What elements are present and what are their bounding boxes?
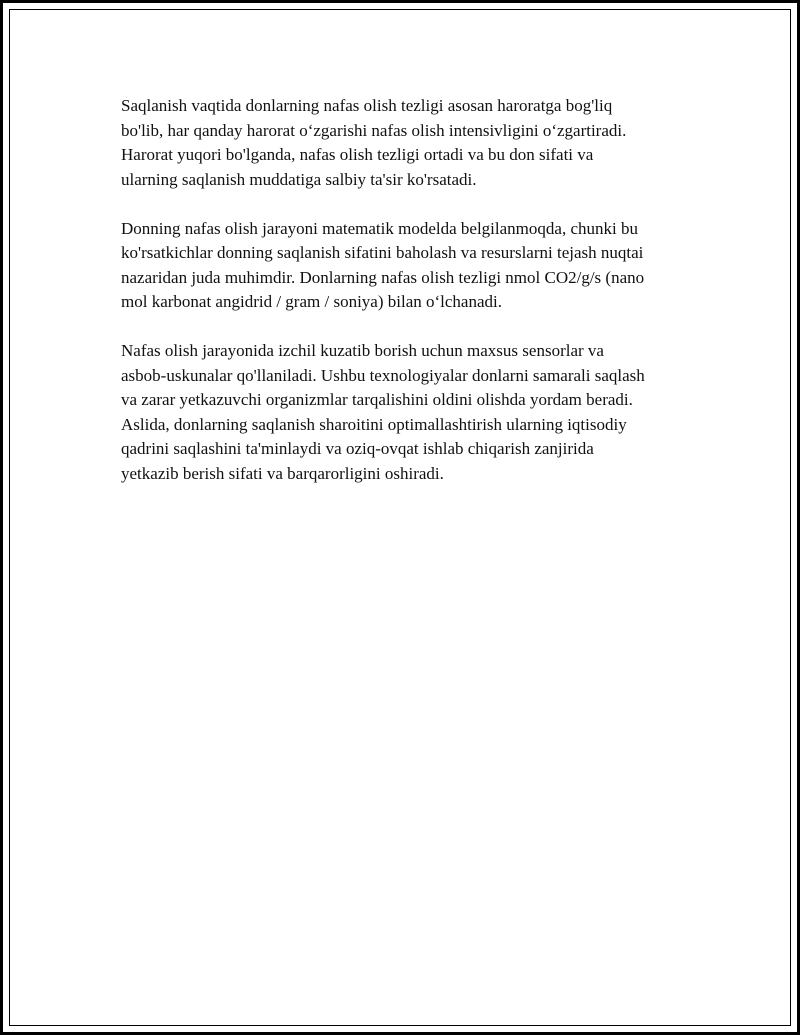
text-line: ularning saqlanish muddatiga salbiy ta'sir ko'rsatadi. — [121, 169, 477, 189]
paragraph-3 — [121, 339, 696, 486]
text-line: mol karbonat angidrid / gram / soniya) bilan o‘lchanadi. — [121, 292, 502, 311]
text-line: Aslida, donlarning saqlanish sharoitini optimallashtirish ularning iqtisodiy — [121, 414, 627, 434]
text-line: asbob-uskunalar qo'llaniladi. Ushbu texnologiyalar donlarni samarali saqlash — [121, 365, 645, 385]
text-line: nazaridan juda muhimdir. Donlarning nafas olish tezligi nmol CO2/g/s (nano — [121, 267, 645, 287]
paragraph-1 — [121, 94, 696, 192]
text-line: qadrini saqlashini ta'minlaydi va oziq-ovqat ishlab chiqarish zanjirida — [121, 439, 594, 458]
text-line: bo'lib, har qanday harorat o‘zgarishi nafas olish intensivligini o‘zgartiradi. — [121, 120, 627, 140]
document-body — [121, 94, 696, 511]
text-line: Saqlanish vaqtida donlarning nafas olish tezligi asosan haroratga bog'liq — [121, 96, 613, 115]
text-line: yetkazib berish sifati va barqarorligini oshiradi. — [121, 463, 444, 483]
text-line: Nafas olish jarayonida izchil kuzatib borish uchun maxsus sensorlar va — [121, 341, 604, 360]
text-line: ko'rsatkichlar donning saqlanish sifatini baholash va resurslarni tejash nuqtai — [121, 243, 644, 262]
text-line: va zarar yetkazuvchi organizmlar tarqalishini oldini olishda yordam beradi. — [121, 390, 633, 409]
paragraph-2 — [121, 217, 696, 315]
text-line: Harorat yuqori bo'lganda, nafas olish tezligi ortadi va bu don sifati va — [121, 145, 594, 164]
text-line: Donning nafas olish jarayoni matematik modelda belgilanmoqda, chunki bu — [121, 218, 638, 238]
